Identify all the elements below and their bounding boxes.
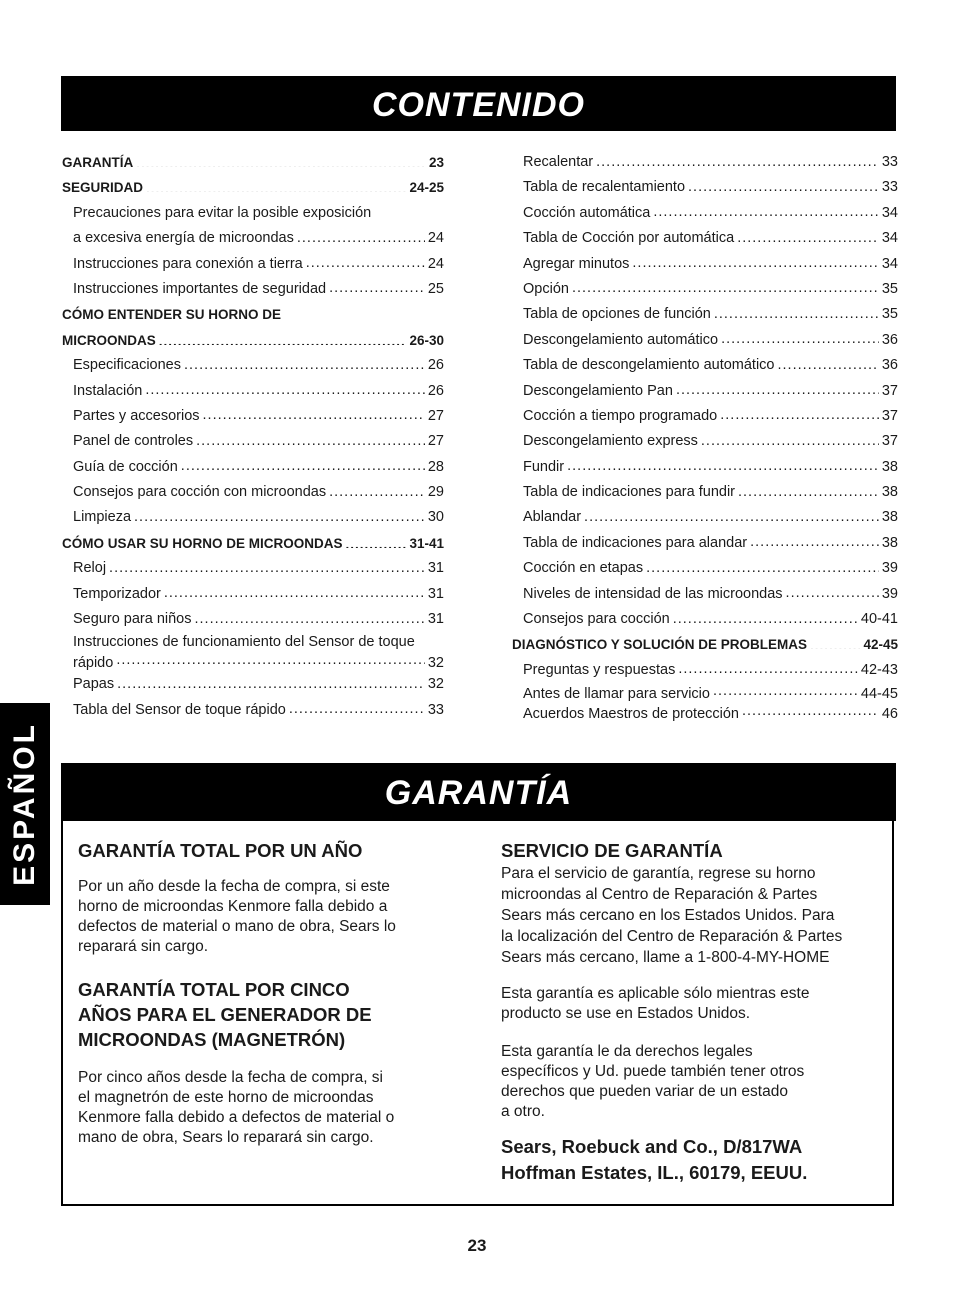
toc-entry	[512, 556, 898, 581]
toc-entry	[512, 480, 898, 505]
toc-entry	[62, 404, 444, 429]
toc-entry	[512, 683, 898, 703]
toc-entry-label: Opción	[523, 280, 569, 297]
toc-entry-label: Instrucciones de funcionamiento del Sensor de toque	[73, 634, 415, 651]
warranty-left-column	[78, 838, 438, 1148]
toc-entry-label: Panel de controles	[73, 433, 194, 450]
toc-entry	[62, 652, 444, 672]
toc-entry-page: 33	[881, 179, 898, 196]
toc-entry	[62, 277, 444, 302]
toc-leader-dots	[737, 228, 879, 243]
toc-entry-page: 39	[881, 585, 898, 602]
toc-entry-label: a excesiva energía de microondas	[73, 230, 294, 247]
toc-leader-dots	[184, 355, 425, 370]
toc-entry-page: 36	[881, 331, 898, 348]
toc-entry	[512, 302, 898, 327]
toc-entry-page: 29	[427, 484, 444, 501]
toc-entry-label: Descongelamiento Pan	[523, 382, 673, 399]
toc-entry-label: Niveles de intensidad de las microondas	[523, 585, 783, 602]
toc-entry-label: Instrucciones importantes de seguridad	[73, 280, 327, 297]
toc-entry	[62, 302, 444, 327]
toc-entry	[62, 531, 444, 556]
toc-entry-page: 26	[427, 382, 444, 399]
toc-leader-dots	[136, 154, 426, 168]
toc-entry	[62, 201, 444, 226]
toc-leader-dots	[329, 278, 425, 293]
toc-entry	[62, 429, 444, 454]
toc-entry	[512, 328, 898, 353]
toc-leader-dots	[653, 202, 879, 217]
service-text: Para el servicio de garantía, regrese su horno microondas al Centro de Reparación & Partes Sears más cercano en los Estados Unidos. Para la localización del Centro de Reparación & Partes Sears más cercano, llame a 1-800-4-MY-HOME	[501, 865, 843, 966]
five-year-heading: GARANTÍA TOTAL POR CINCO AÑOS PARA EL GENERADOR DE MICROONDAS (MAGNETRÓN)	[78, 979, 372, 1050]
warranty-right-column	[501, 838, 886, 1186]
toc-leader-dots	[750, 532, 879, 547]
toc-leader-dots	[146, 179, 406, 193]
toc-entry	[512, 277, 898, 302]
toc-entry-page: 31	[427, 611, 444, 628]
toc-leader-dots	[713, 683, 858, 698]
sears-address: Sears, Roebuck and Co., D/817WA Hoffman Estates, IL., 60179, EEUU.	[501, 1136, 808, 1183]
toc-entry	[512, 582, 898, 607]
toc-entry-label: Limpieza	[73, 509, 132, 526]
toc-leader-dots	[196, 431, 425, 446]
toc-entry-page: 35	[881, 280, 898, 297]
service-heading: SERVICIO DE GARANTÍA	[501, 840, 723, 861]
toc-entry-page: 27	[427, 407, 444, 424]
toc-entry-page: 34	[881, 255, 898, 272]
five-year-text: Por cinco años desde la fecha de compra, si el magnetrón de este horno de microondas Kenmore falla debido a defectos de material o mano de obra, Sears lo reparará sin cargo.	[78, 1069, 395, 1146]
toc-entry-label: Tabla de descongelamiento automático	[523, 357, 775, 374]
toc-leader-dots	[688, 177, 879, 192]
toc-entry-label: Cocción a tiempo programado	[523, 407, 718, 424]
toc-leader-dots	[632, 253, 878, 268]
toc-entry-page: 34	[881, 204, 898, 221]
toc-entry-page: 24	[427, 230, 444, 247]
toc-entry	[62, 150, 444, 175]
language-side-tab	[0, 703, 50, 905]
toc-right-column	[512, 150, 898, 723]
toc-leader-dots	[673, 609, 858, 624]
toc-entry	[62, 672, 444, 697]
toc-entry-label: Papas	[73, 676, 115, 693]
toc-entry	[512, 150, 898, 175]
toc-entry-label: Tabla de recalentamiento	[523, 179, 686, 196]
toc-leader-dots	[786, 583, 879, 598]
toc-entry-label: Tabla de indicaciones para alandar	[523, 534, 748, 551]
toc-leader-dots	[116, 652, 425, 667]
toc-entry-page: 37	[881, 382, 898, 399]
toc-entry	[512, 353, 898, 378]
toc-entry	[512, 226, 898, 251]
toc-leader-dots	[195, 609, 425, 624]
toc-leader-dots	[584, 507, 879, 522]
toc-entry	[62, 582, 444, 607]
toc-entry-page: 28	[427, 458, 444, 475]
toc-leader-dots	[778, 355, 879, 370]
toc-entry-label: Consejos para cocción	[523, 611, 670, 628]
one-year-text: Por un año desde la fecha de compra, si este horno de microondas Kenmore falla debido a defectos de material o mano de obra, Sears lo reparará sin cargo.	[78, 878, 396, 955]
toc-entry-page: 37	[881, 407, 898, 424]
toc-entry-label: Reloj	[73, 560, 107, 577]
toc-entry-label: Tabla de indicaciones para fundir	[523, 484, 735, 501]
toc-entry	[512, 607, 898, 632]
toc-entry-label: GARANTÍA	[62, 155, 134, 170]
toc-entry-label: Descongelamiento automático	[523, 331, 719, 348]
toc-entry-page: 24-25	[409, 180, 444, 196]
toc-entry	[512, 632, 898, 657]
toc-entry	[62, 556, 444, 581]
toc-entry	[62, 353, 444, 378]
toc-entry-label: Cocción automática	[523, 204, 651, 221]
toc-leader-dots	[289, 699, 425, 714]
toc-entry-page: 38	[881, 458, 898, 475]
toc-entry-page: 40-41	[860, 611, 898, 628]
toc-entry	[512, 379, 898, 404]
toc-entry-page: 37	[881, 433, 898, 450]
toc-entry-label: Cocción en etapas	[523, 560, 644, 577]
toc-entry-page: 32	[427, 676, 444, 693]
toc-entry-page: 24	[427, 255, 444, 272]
toc-entry	[512, 531, 898, 556]
toc-entry-label: Preguntas y respuestas	[523, 661, 676, 678]
toc-entry-label: Guía de cocción	[73, 458, 178, 475]
toc-entry	[62, 505, 444, 530]
toc-entry	[62, 226, 444, 251]
toc-leader-dots	[164, 583, 425, 598]
toc-entry	[512, 404, 898, 429]
toc-leader-dots	[701, 431, 879, 446]
toc-leader-dots	[676, 380, 879, 395]
toc-entry-page: 23	[428, 155, 444, 170]
toc-leader-dots	[159, 331, 407, 345]
one-year-heading: GARANTÍA TOTAL POR UN AÑO	[78, 840, 363, 861]
contents-title: CONTENIDO	[61, 76, 896, 131]
legal-rights-text: Esta garantía le da derechos legales específicos y Ud. puede también tener otros derechos que pueden variar de un estado a otro.	[501, 1043, 805, 1120]
toc-entry-page: 27	[427, 433, 444, 450]
toc-entry-page: 31	[427, 560, 444, 577]
toc-entry-label: CÓMO ENTENDER SU HORNO DE	[62, 307, 282, 323]
toc-leader-dots	[203, 405, 425, 420]
toc-entry-label: rápido	[73, 654, 114, 671]
toc-entry	[512, 455, 898, 480]
toc-entry-page: 33	[881, 154, 898, 170]
toc-entry-page: 34	[881, 230, 898, 247]
toc-entry	[62, 632, 444, 652]
toc-leader-dots	[181, 456, 425, 471]
toc-leader-dots	[721, 329, 879, 344]
toc-entry-label: CÓMO USAR SU HORNO DE MICROONDAS	[62, 535, 343, 551]
toc-entry-page: 38	[881, 484, 898, 501]
toc-leader-dots	[646, 558, 879, 573]
applicability-text: Esta garantía es aplicable sólo mientras este producto se use en Estados Unidos.	[501, 985, 810, 1022]
toc-leader-dots	[738, 482, 879, 497]
toc-entry-page: 36	[881, 357, 898, 374]
toc-entry	[62, 379, 444, 404]
toc-leader-dots	[720, 405, 879, 420]
toc-leader-dots	[297, 228, 425, 243]
toc-entry-label: Precauciones para evitar la posible exposición	[73, 204, 372, 221]
toc-entry-label: Partes y accesorios	[73, 407, 200, 424]
toc-entry-page: 42-43	[860, 661, 898, 678]
toc-entry	[62, 328, 444, 353]
toc-entry-label: Fundir	[523, 458, 565, 475]
toc-entry-page: 30	[427, 509, 444, 526]
toc-entry-label: Acuerdos Maestros de protección	[523, 705, 739, 722]
toc-entry	[512, 252, 898, 277]
toc-entry-label: Tabla del Sensor de toque rápido	[73, 701, 286, 718]
toc-leader-dots	[145, 380, 425, 395]
toc-entry-label: Consejos para cocción con microondas	[73, 484, 327, 501]
toc-entry-label: Agregar minutos	[523, 255, 630, 272]
page-number: 23	[467, 1236, 487, 1255]
language-label: ESPAÑOL	[8, 722, 41, 886]
toc-entry	[512, 658, 898, 683]
toc-entry-page: 38	[881, 534, 898, 551]
toc-entry-page: 35	[881, 306, 898, 323]
toc-entry-page: 25	[427, 280, 444, 297]
toc-entry	[512, 175, 898, 200]
toc-entry-label: Especificaciones	[73, 357, 181, 374]
toc-entry	[512, 201, 898, 226]
toc-entry-page: 26	[427, 357, 444, 374]
toc-entry-label: Ablandar	[523, 509, 582, 526]
toc-entry-label: Temporizador	[73, 585, 161, 602]
toc-entry	[62, 175, 444, 200]
toc-entry	[512, 505, 898, 530]
toc-leader-dots	[134, 507, 425, 522]
toc-leader-dots	[346, 534, 407, 548]
toc-leader-dots	[596, 152, 879, 167]
toc-left-column	[62, 150, 444, 723]
toc-entry-page: 42-45	[863, 637, 898, 653]
toc-entry-page: 46	[881, 705, 898, 722]
toc-entry-page: 32	[427, 654, 444, 671]
toc-entry-label: Seguro para niños	[73, 611, 192, 628]
toc-entry-label: Descongelamiento express	[523, 433, 698, 450]
toc-entry-label: Tabla de Cocción por automática	[523, 230, 735, 247]
toc-entry	[512, 703, 898, 723]
toc-entry-label: SEGURIDAD	[62, 180, 144, 196]
toc-leader-dots	[109, 558, 425, 573]
toc-entry	[62, 252, 444, 277]
toc-leader-dots	[810, 636, 860, 650]
toc-leader-dots	[714, 304, 879, 319]
toc-leader-dots	[306, 253, 425, 268]
toc-entry	[62, 455, 444, 480]
toc-entry-page: 26-30	[409, 332, 444, 348]
toc-entry-page: 31-41	[409, 535, 444, 551]
toc-leader-dots	[678, 659, 858, 674]
toc-entry-label: MICROONDAS	[62, 332, 156, 348]
toc-leader-dots	[567, 456, 879, 471]
toc-entry-page: 31	[427, 585, 444, 602]
toc-leader-dots	[329, 482, 425, 497]
toc-entry-label: Antes de llamar para servicio	[523, 685, 710, 702]
warranty-title: GARANTÍA	[61, 763, 896, 821]
toc-leader-dots	[742, 703, 879, 718]
toc-entry	[62, 698, 444, 723]
toc-entry-label: Instalación	[73, 382, 143, 399]
toc-entry-page: 33	[427, 701, 444, 718]
toc-leader-dots	[572, 278, 879, 293]
toc-entry-page: 38	[881, 509, 898, 526]
toc-leader-dots	[117, 674, 425, 689]
toc-entry-page: 39	[881, 560, 898, 577]
toc-entry-label: Recalentar	[523, 154, 594, 170]
toc-entry	[62, 480, 444, 505]
toc-entry-page: 44-45	[860, 685, 898, 702]
toc-entry	[512, 429, 898, 454]
toc-entry-label: DIAGNÓSTICO Y SOLUCIÓN DE PROBLEMAS	[512, 637, 808, 653]
toc-entry-label: Instrucciones para conexión a tierra	[73, 255, 303, 272]
toc-entry	[62, 607, 444, 632]
toc-entry-label: Tabla de opciones de función	[523, 306, 711, 323]
